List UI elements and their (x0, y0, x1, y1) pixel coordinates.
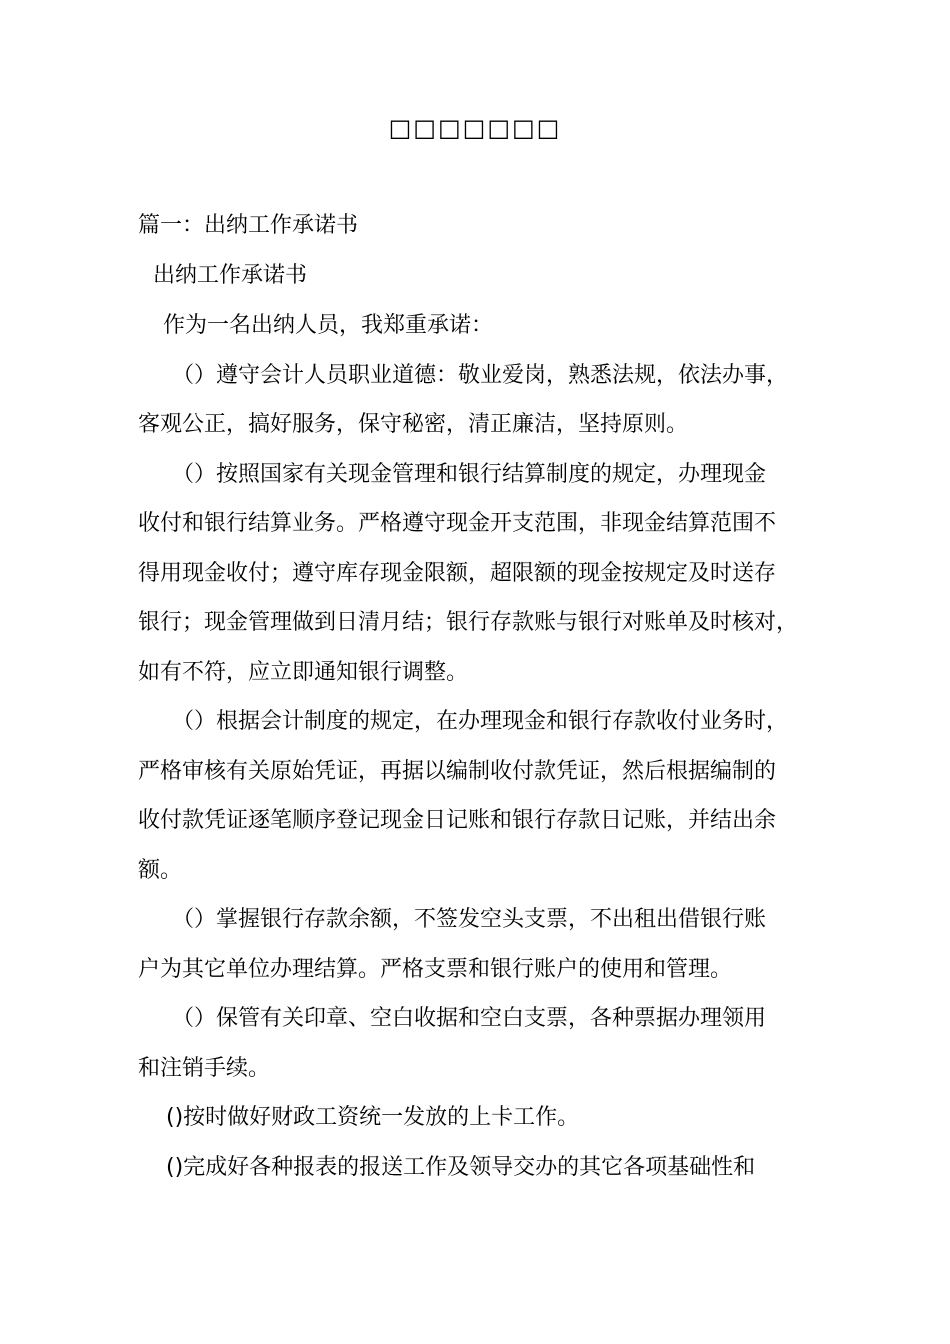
paragraph-line: 收付和银行结算业务。严格遵守现金开支范围，非现金结算范围不 (138, 511, 777, 536)
paragraph-line: ()完成好各种报表的报送工作及领导交办的其它各项基础性和 (166, 1155, 756, 1180)
document-title: □□□□□□□ (388, 114, 562, 142)
paragraph-line: 得用现金收付；遵守库存现金限额，超限额的现金按规定及时送存 (138, 561, 777, 586)
letter-title: 出纳工作承诺书 (153, 263, 308, 288)
paragraph-line: 户为其它单位办理结算。严格支票和银行账户的使用和管理。 (138, 957, 733, 982)
paragraph-line: 收付款凭证逐笔顺序登记现金日记账和银行存款日记账，并结出余 (138, 808, 777, 833)
paragraph-line: （）掌握银行存款余额，不签发空头支票，不出租出借银行账 (172, 907, 767, 932)
paragraph-line: 作为一名出纳人员，我郑重承诺： (163, 313, 494, 338)
paragraph-line: 额。 (138, 858, 183, 883)
paragraph-line: ()按时做好财政工资统一发放的上卡工作。 (166, 1105, 580, 1130)
paragraph-line: 银行；现金管理做到日清月结；银行存款账与银行对账单及时核对， (138, 610, 799, 635)
paragraph-line: （）根据会计制度的规定，在办理现金和银行存款收付业务时， (172, 709, 789, 734)
paragraph-line: （）遵守会计人员职业道德：敬业爱岗，熟悉法规，依法办事， (172, 363, 789, 388)
paragraph-line: 严格审核有关原始凭证，再据以编制收付款凭证，然后根据编制的 (138, 759, 777, 784)
paragraph-line: 如有不符，应立即通知银行调整。 (138, 660, 469, 685)
section-heading: 篇一：出纳工作承诺书 (138, 213, 359, 238)
paragraph-line: 和注销手续。 (138, 1056, 271, 1081)
paragraph-line: （）按照国家有关现金管理和银行结算制度的规定，办理现金 (172, 462, 767, 487)
paragraph-line: （）保管有关印章、空白收据和空白支票，各种票据办理领用 (172, 1006, 767, 1031)
paragraph-line: 客观公正，搞好服务，保守秘密，清正廉洁，坚持原则。 (138, 412, 689, 437)
